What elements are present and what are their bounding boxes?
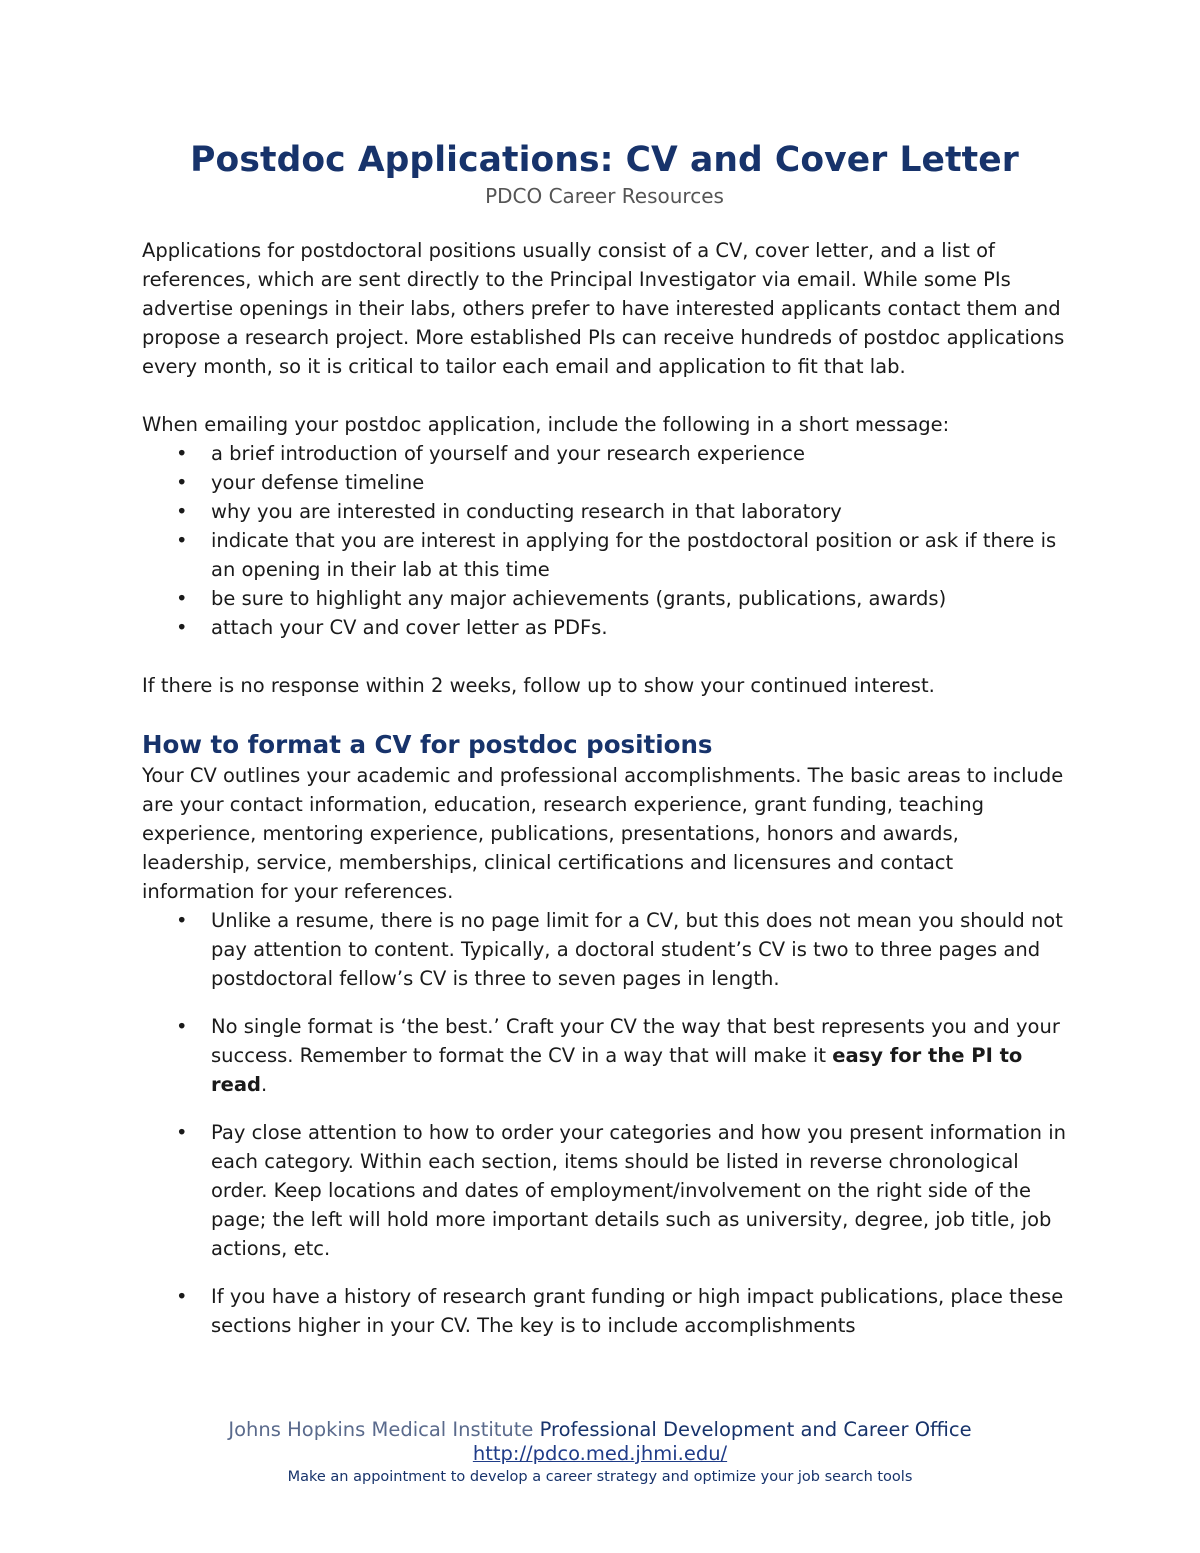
bullet-icon: • (176, 587, 188, 610)
follow-up-paragraph: If there is no response within 2 weeks, follow up to show your continued interest. (142, 674, 935, 697)
bullet-icon: • (176, 1121, 188, 1144)
list-item-text: indicate that you are interest in applying for the postdoctoral position or ask if there is an opening in their lab at this time (211, 529, 1057, 581)
document-title: Postdoc Applications: CV and Cover Letter (190, 140, 1019, 180)
email-lead-paragraph: When emailing your postdoc application, include the following in a short message: (142, 413, 950, 436)
emphasis-text: easy for the PI to read (211, 1044, 1023, 1096)
document-subtitle: PDCO Career Resources (485, 184, 724, 208)
bullet-icon: • (176, 909, 188, 932)
list-item-text: a brief introduction of yourself and your research experience (211, 442, 806, 465)
list-item-text: Unlike a resume, there is no page limit for a CV, but this does not mean you should not pay attention to content. Typically, a doctoral student’s CV is two to three pages and postdoctoral fellow’s CV is three to seven pages in length. (211, 909, 1063, 990)
footer-office: Professional Development and Career Office (533, 1418, 972, 1441)
list-item (142, 526, 1067, 584)
footer-organization (0, 1418, 1200, 1442)
list-item-text: attach your CV and cover letter as PDFs. (211, 616, 608, 639)
list-item-text: If you have a history of research grant funding or high impact publications, place these sections higher in your CV. The key is to include accomplishments (211, 1285, 1064, 1337)
bullet-icon: • (176, 1015, 188, 1038)
list-item (142, 468, 1067, 497)
document-content (142, 138, 1067, 1369)
list-item-text: why you are interested in conducting research in that laboratory (211, 500, 842, 523)
bullet-icon: • (176, 442, 188, 465)
email-checklist (142, 439, 1067, 642)
list-item (142, 1282, 1067, 1340)
list-item (142, 497, 1067, 526)
bullet-icon: • (176, 471, 188, 494)
list-item-text: be sure to highlight any major achievements (grants, publications, awards) (211, 587, 947, 610)
list-item (142, 1012, 1067, 1099)
list-item-text: Pay close attention to how to order your categories and how you present information in each category. Within each section, items should be listed in reverse chronological order. Keep locations and dates of employment/involvement on the right side of the page; the left will hold more important details such as university, degree, job title, job actions, etc. (211, 1121, 1066, 1260)
cv-section-heading: How to format a CV for postdoc positions (142, 730, 713, 759)
list-item-text: your defense timeline (211, 471, 425, 494)
bullet-icon: • (176, 500, 188, 523)
intro-paragraph: Applications for postdoctoral positions usually consist of a CV, cover letter, and a list of references, which are sent directly to the Principal Investigator via email. While some PIs advertise openings in their labs, others prefer to have interested applicants contact them and propose a research project. More established PIs can receive hundreds of postdoc applications every month, so it is critical to tailor each email and application to fit that lab. (142, 239, 1065, 378)
list-item (142, 439, 1067, 468)
footer-url-link[interactable]: http://pdco.med.jhmi.edu/ (472, 1442, 728, 1465)
list-item (142, 906, 1067, 993)
list-item-text: No single format is ‘the best.’ Craft your CV the way that best represents you and your success. Remember to format the CV in a way that will make it (211, 1015, 1060, 1067)
list-item (142, 1118, 1067, 1263)
bullet-icon: • (176, 529, 188, 552)
cv-tips-list (142, 906, 1067, 1340)
footer-institute: Johns Hopkins Medical Institute (228, 1418, 534, 1441)
cv-section-paragraph: Your CV outlines your academic and professional accomplishments. The basic areas to include are your contact information, education, research experience, grant funding, teaching experience, mentoring experience, publications, presentations, honors and awards, leadership, service, memberships, clinical certifications and licensures and contact information for your references. (142, 764, 1064, 903)
page-footer (0, 1418, 1200, 1488)
footer-tagline: Make an appointment to develop a career strategy and optimize your job search tools (287, 1469, 913, 1485)
list-item (142, 613, 1067, 642)
list-item-text-end: . (260, 1073, 268, 1096)
bullet-icon: • (176, 1285, 188, 1308)
bullet-icon: • (176, 616, 188, 639)
list-item (142, 584, 1067, 613)
